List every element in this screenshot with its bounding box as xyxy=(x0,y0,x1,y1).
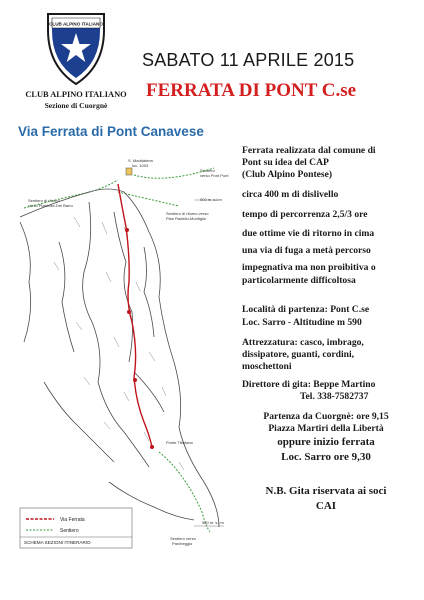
info-line: Ferrata realizzata dal comune di xyxy=(242,145,376,156)
date-title: SABATO 11 APRILE 2015 xyxy=(142,50,355,70)
info-line: una via di fuga a metà percorso xyxy=(242,245,371,256)
sentiero-path-right xyxy=(118,192,179,206)
route-checkpoint xyxy=(125,228,129,232)
map-label-ritorno-left-2: verso Pianrose-Del Barro xyxy=(28,203,73,208)
partenza-line: Località di partenza: Pont C.se xyxy=(242,304,370,315)
route-checkpoint xyxy=(127,310,131,314)
nota-line: N.B. Gita riservata ai soci xyxy=(265,485,387,497)
ritrovo-line: Partenza da Cuorgnè: ore 9,15 xyxy=(263,411,389,422)
ritrovo-line: oppure inizio ferrata xyxy=(277,436,375,448)
map-label-sentiero-parcheggio: Sentiero verso xyxy=(170,536,196,541)
map-legend xyxy=(20,508,132,548)
info-line: tempo di percorrenza 2,5/3 ore xyxy=(242,209,368,220)
legend-schema: SCHEMA SEZIONI ITINERARIO xyxy=(24,540,91,545)
map-label-ritorno-right: Sentiero di ritorno verso xyxy=(166,211,209,216)
map-label-sentiero-pont-2: verso Pont Pont xyxy=(200,173,229,178)
info-line: (Club Alpino Pontese) xyxy=(242,169,333,180)
ritrovo-line: Loc. Sarro ore 9,30 xyxy=(281,451,371,463)
map-label-sentiero-pont: Sentiero xyxy=(200,168,215,173)
info-line: impegnativa ma non proibitiva o xyxy=(242,262,376,273)
nota-line: CAI xyxy=(315,500,337,512)
logo-text: CLUB ALPINO ITALIANO xyxy=(49,21,103,27)
ferrata-map xyxy=(14,122,236,562)
route-checkpoint xyxy=(133,378,137,382)
legend-sentiero: Sentiero xyxy=(60,528,79,534)
map-label-s-maddalena: S. Maddalena xyxy=(128,158,153,163)
map-title: Via Ferrata di Pont Canavese xyxy=(18,124,204,139)
map-label-s-maddalena-elev: loc. 1003 xyxy=(132,163,149,168)
org-name: CLUB ALPINO ITALIANO xyxy=(25,90,127,99)
telefono: Tel. 338-7582737 xyxy=(300,391,369,402)
attrezzatura-line: moschettoni xyxy=(242,361,292,372)
map-label-elev-bottom: 580 m. s.l.m xyxy=(202,520,224,525)
direttore: Direttore di gita: Beppe Martino xyxy=(242,379,376,390)
partenza-line: Loc. Sarro - Altitudine m 590 xyxy=(242,317,362,328)
map-label-ritorno-right-2: Pian Radello-Montiglio xyxy=(166,216,207,221)
info-line: particolarmente difficoltosa xyxy=(242,275,356,286)
info-line: due ottime vie di ritorno in cima xyxy=(242,228,375,239)
ritrovo-line: Piazza Martiri della Libertà xyxy=(268,423,384,434)
map-label-sentiero-parcheggio-2: Parcheggio xyxy=(172,541,193,546)
via-ferrata-route xyxy=(118,184,152,447)
event-title: FERRATA DI PONT C.se xyxy=(146,80,357,101)
map-label-elev-top: 900 m. s.l.m xyxy=(200,197,222,202)
legend-via-ferrata: Via Ferrata xyxy=(60,517,85,523)
cai-logo xyxy=(40,8,112,88)
org-section: Sezione di Cuorgnè xyxy=(44,101,108,110)
church-icon xyxy=(126,168,132,175)
info-line: circa 400 m di dislivello xyxy=(242,189,339,200)
route-checkpoint xyxy=(150,445,154,449)
map-label-ponte-tibetano: Ponte Tibetano xyxy=(166,440,193,445)
map-label-ritorno-left: Sentiero di ritorno xyxy=(28,198,60,203)
attrezzatura-line: dissipatore, guanti, cordini, xyxy=(242,349,355,360)
info-line: Pont su idea del CAP xyxy=(242,157,329,168)
attrezzatura-line: Attrezzatura: casco, imbrago, xyxy=(242,337,364,348)
